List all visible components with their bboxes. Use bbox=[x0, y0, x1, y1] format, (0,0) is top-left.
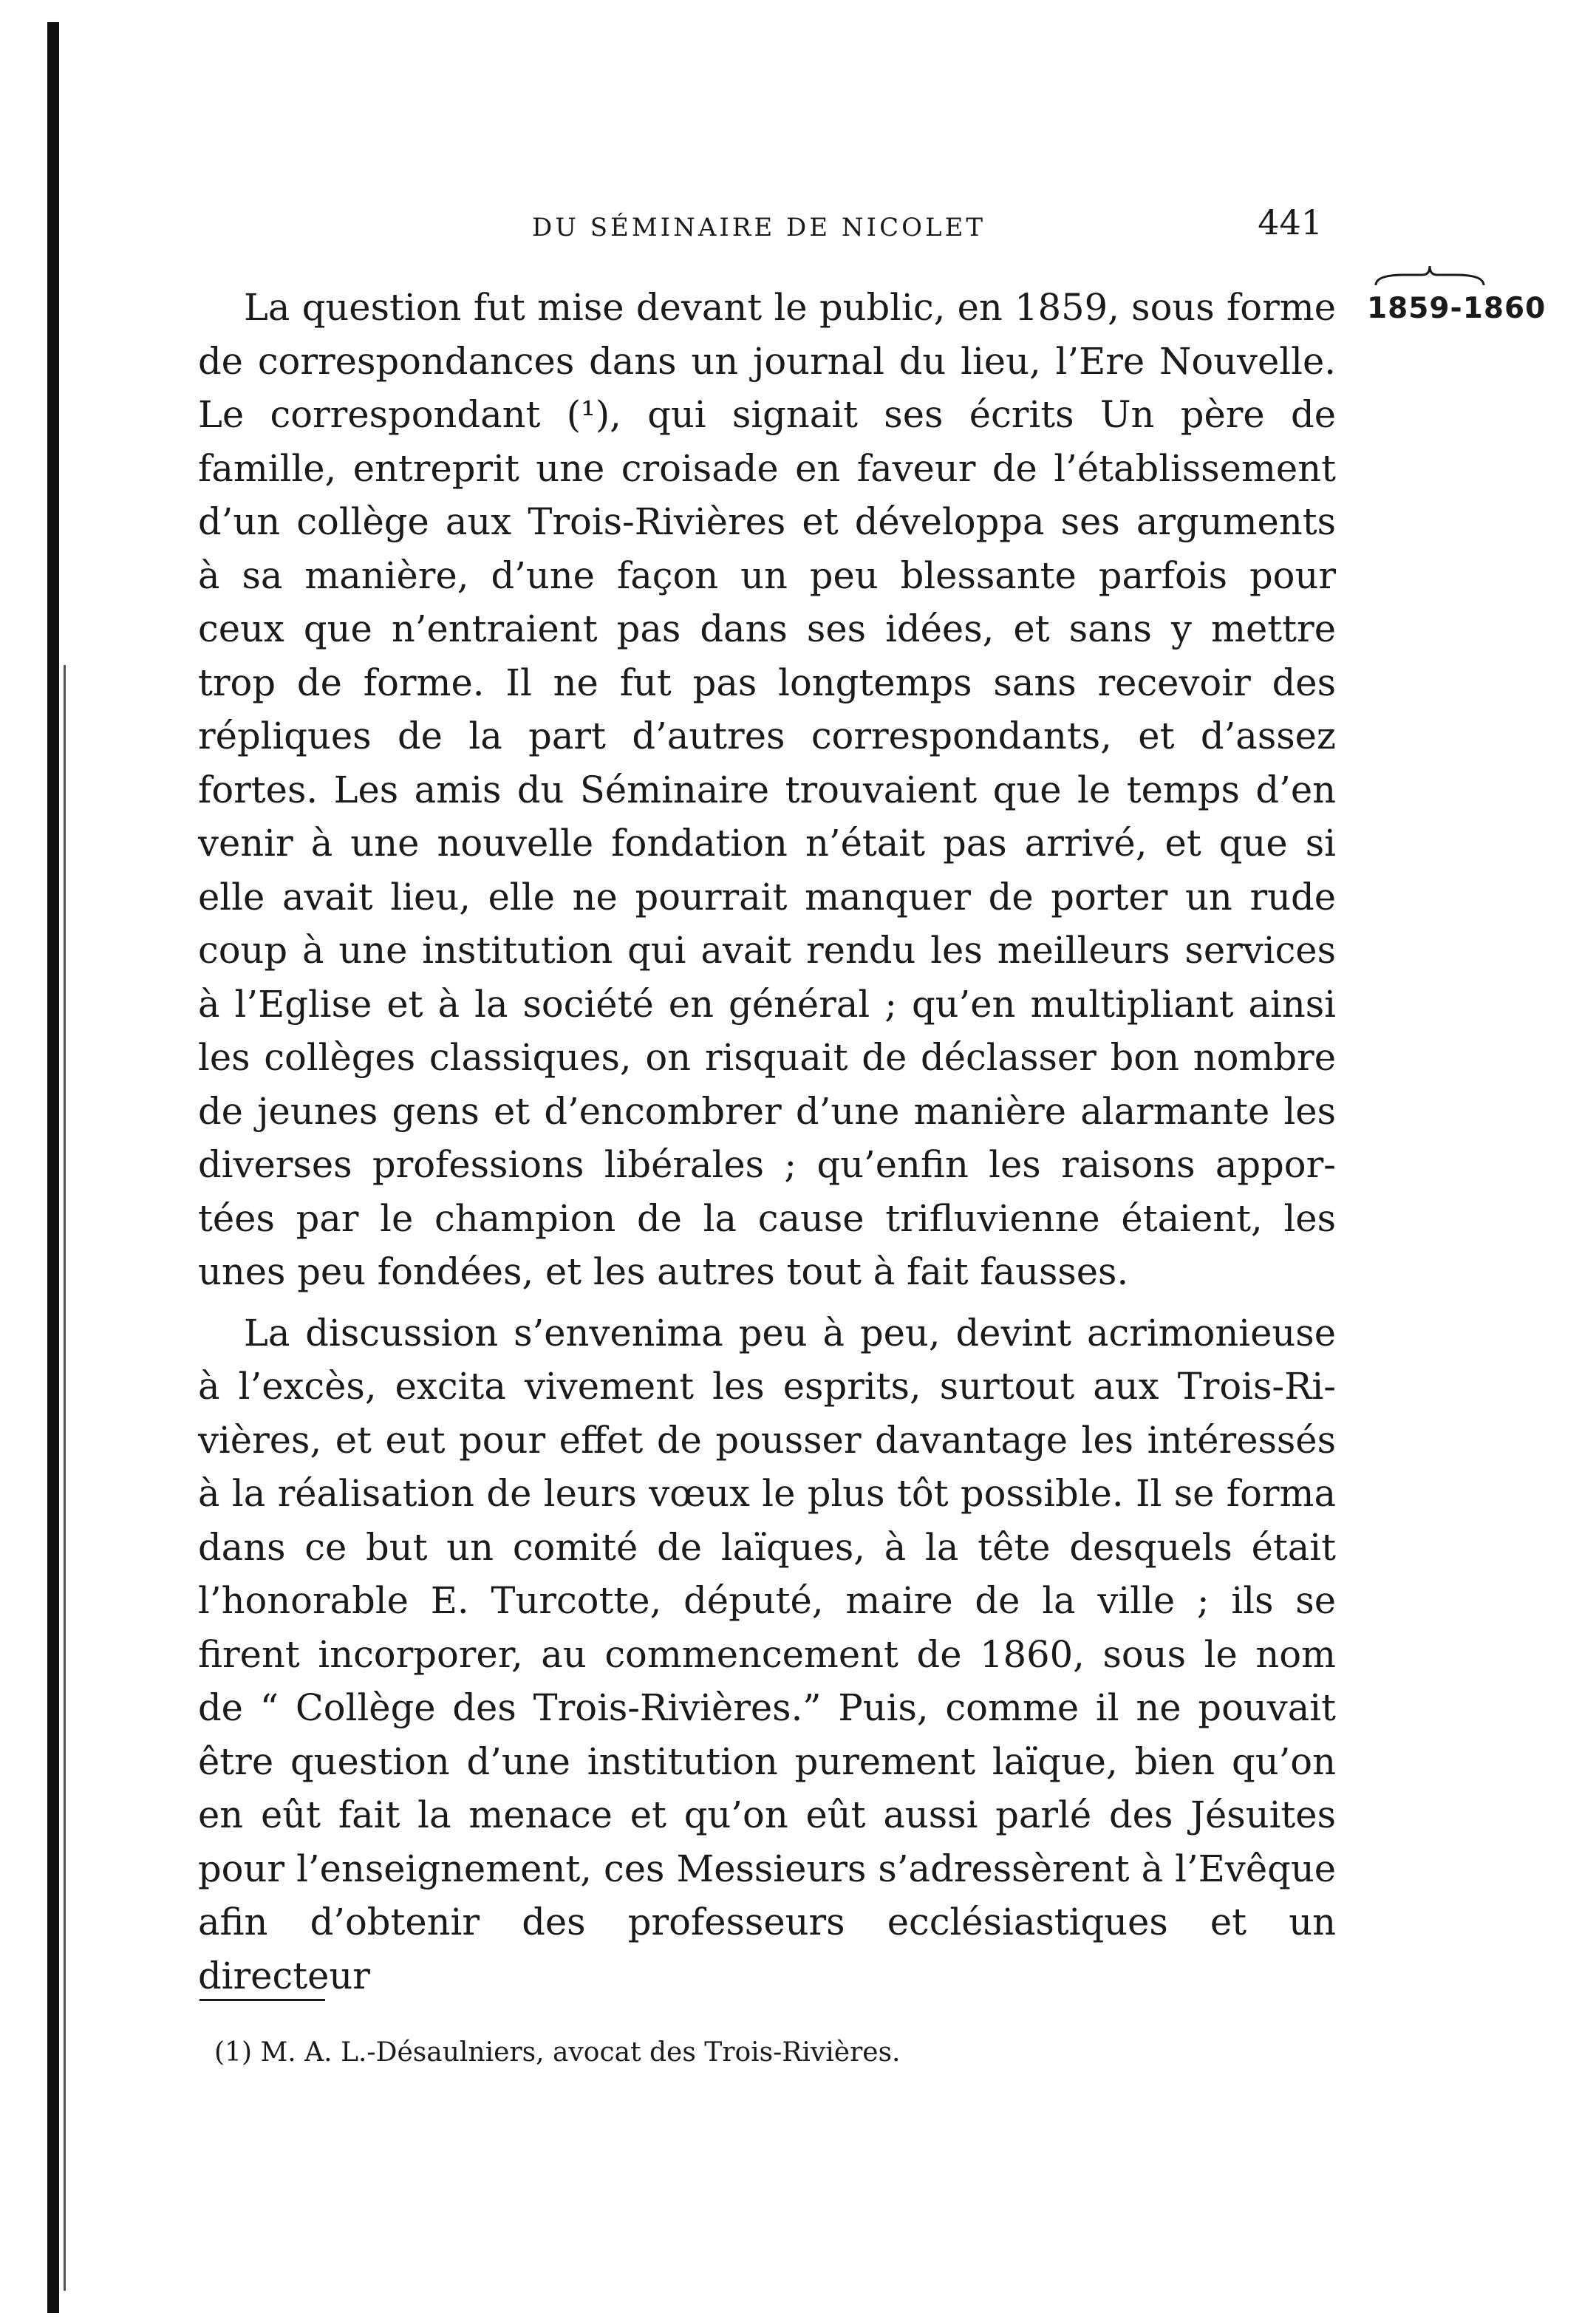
margin-brace-icon bbox=[1374, 265, 1485, 287]
paragraph-2: La discussion s’envenima peu à peu, devint acrimonieuse à l’excès, excita vivement les esprits, surtout aux Trois-Rivières, et eut pour effet de pousser davantage les intéressés à la réalisation de leurs vœux le plus tôt possible. Il se forma dans ce but un comité de laïques, à la tête desquels était l’honorable E. Turcotte, député, maire de la ville ; ils se firent incorporer, au commencement de 1860, sous le nom de “ Collège des Trois-Rivières.” Puis, comme il ne pouvait être question d’une institution purement laïque, bien qu’on en eût fait la menace et qu’on eût aussi parlé des Jésuites pour l’enseignement, ces Messieurs s’adressèrent à l’Evêque afin d’obtenir des professeurs ecclésiastiques et un directeur bbox=[198, 1311, 1336, 1997]
page-number: 441 bbox=[1258, 202, 1323, 242]
page-header bbox=[199, 198, 1330, 257]
page-binding-edge bbox=[47, 22, 59, 2313]
footnote-rule bbox=[199, 1999, 325, 2001]
body-text bbox=[198, 281, 1336, 2003]
page-binding-shadow bbox=[64, 665, 66, 2291]
paragraph-1: La question fut mise devant le public, en 1859, sous forme de correspondances dans un journal du lieu, l’Ere Nouvelle. Le correspondant (¹), qui signait ses écrits Un père de famille, entreprit une croisade en faveur de l’établissement d’un collège aux Trois-Rivières et développa ses arguments à sa manière, d’une façon un peu blessante parfois pour ceux que n’entraient pas dans ses idées, et sans y mettre trop de forme. Il ne fut pas longtemps sans recevoir des répliques de la part d’autres correspondants, et d’assez fortes. Les amis du Séminaire trouvaient que le temps d’en venir à une nouvelle fondation n’était pas arrivé, et que si elle avait lieu, elle ne pourrait manquer de porter un rude coup à une institution qui avait rendu les meilleurs services à l’Eglise et à la société en général ; qu’en multipliant ainsi les collèges classiques, on risquait de déclasser bon nombre de jeunes gens et d’encombrer d’une manière alarmante les diverses professions libérales ; qu’enfin les raisons apportées par le champion de la cause trifluvienne étaient, les unes peu fondées, et les autres tout à fait fausses. bbox=[198, 286, 1336, 1293]
running-title: DU SÉMINAIRE DE NICOLET bbox=[532, 213, 986, 242]
margin-date-note: 1859-1860 bbox=[1367, 292, 1546, 325]
footnote: (1) M. A. L.-Désaulniers, avocat des Trois-Rivières. bbox=[214, 2037, 901, 2068]
